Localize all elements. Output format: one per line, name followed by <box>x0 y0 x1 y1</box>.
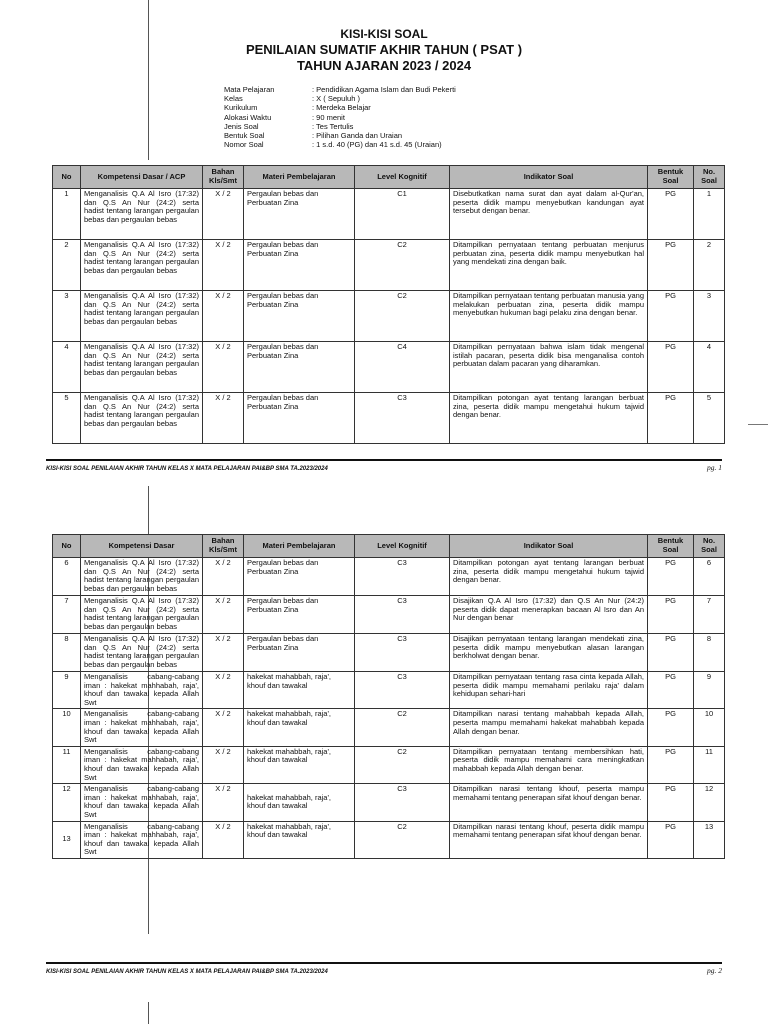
cell-indikator: Disebutkatkan nama surat dan ayat dalam al-Qur'an, peserta didik mampu menyebutkan kandungan ayat tersebut dengan benar. <box>450 189 648 240</box>
document-page-1 <box>0 0 768 486</box>
table-row <box>53 596 725 634</box>
cell-bentuk: PG <box>648 672 694 709</box>
cell-bahan: X / 2 <box>203 709 244 746</box>
cell-bentuk: PG <box>648 240 694 291</box>
cell-indikator: Disajikan Q.A Al Isro (17:32) dan Q.S An Nur (24:2) peserta didik dapat menerapkan bacaan Al Isro dan An Nur dengan benar <box>450 596 648 634</box>
cell-bentuk: PG <box>648 596 694 634</box>
cell-level: C2 <box>355 709 450 746</box>
table-header-row <box>53 166 725 189</box>
table-row <box>53 189 725 240</box>
col-header-nosoal: No. Soal <box>694 166 725 189</box>
cell-nosoal: 11 <box>694 746 725 783</box>
cell-kompetensi: Menganalisis cabang-cabang iman : hakekat mahhabah, raja', khouf dan tawakal kepada Allah Swt <box>81 821 203 858</box>
cell-materi: Pergaulan bebas dan Perbuatan Zina <box>244 634 355 672</box>
cell-nosoal: 7 <box>694 596 725 634</box>
col-header-indikator: Indikator Soal <box>450 166 648 189</box>
kisi-kisi-table-page-2 <box>52 534 725 859</box>
meta-row <box>224 85 456 94</box>
cell-indikator: Ditampilkan pernyataan tentang perbuatan manusia yang melakukan perbuatan zina, peserta didik mampu menyebutkan hukuman bagi pelaku zina dengan benar. <box>450 291 648 342</box>
cell-level: C3 <box>355 634 450 672</box>
exam-meta <box>224 85 456 149</box>
cell-indikator: Ditampilkan potongan ayat tentang larangan berbuat zina, peserta didik mampu mengetahui hukum tajwid dengan benar. <box>450 558 648 596</box>
col-header-bentuk: Bentuk Soal <box>648 166 694 189</box>
doc-title: KISI-KISI SOAL <box>340 27 428 41</box>
table-row <box>53 672 725 709</box>
col-header-indikator: Indikator Soal <box>450 535 648 558</box>
footer-rule <box>46 459 722 461</box>
cell-level: C3 <box>355 596 450 634</box>
cell-materi: hakekat mahabbah, raja', khouf dan tawakal <box>244 746 355 783</box>
col-header-materi: Materi Pembelajaran <box>244 166 355 189</box>
footer-rule <box>46 962 722 964</box>
meta-key: Nomor Soal <box>224 140 264 150</box>
page-number: pg. 2 <box>707 966 722 975</box>
cell-indikator: Ditampilkan pernyataan tentang membersihkan hati, peserta didik mampu memahami cara meningkatkan mahabbah kepada Allah dengan benar. <box>450 746 648 783</box>
cell-nosoal: 12 <box>694 784 725 821</box>
cell-nosoal: 13 <box>694 821 725 858</box>
page-footer <box>46 966 722 975</box>
cell-no: 3 <box>53 291 81 342</box>
cell-bentuk: PG <box>648 342 694 393</box>
cell-kompetensi: Menganalisis Q.A Al Isro (17:32) dan Q.S An Nur (24:2) serta hadist tentang larangan pergaulan bebas dan pergaulan bebas <box>81 596 203 634</box>
col-header-no: No <box>53 535 81 558</box>
col-header-kompetensi: Kompetensi Dasar <box>81 535 203 558</box>
table-row <box>53 746 725 783</box>
cell-materi: Pergaulan bebas dan Perbuatan Zina <box>244 189 355 240</box>
cell-materi: hakekat mahabbah, raja', khouf dan tawakal <box>244 709 355 746</box>
cell-level: C3 <box>355 558 450 596</box>
cell-no: 12 <box>53 784 81 821</box>
meta-row <box>224 140 456 149</box>
cell-bahan: X / 2 <box>203 596 244 634</box>
meta-value: : Pendidikan Agama Islam dan Budi Pekerti <box>312 85 456 94</box>
doc-subtitle: PENILAIAN SUMATIF AKHIR TAHUN ( PSAT ) <box>245 42 523 57</box>
meta-row <box>224 122 456 131</box>
cell-materi: hakekat mahabbah, raja', khouf dan tawakal <box>244 784 355 821</box>
cell-no: 11 <box>53 746 81 783</box>
cell-no: 8 <box>53 634 81 672</box>
cell-bentuk: PG <box>648 558 694 596</box>
meta-value: : Tes Tertulis <box>312 121 354 131</box>
cell-level: C2 <box>355 240 450 291</box>
cell-indikator: Ditampilkan narasi tentang khouf, peserta didik mampu memahami tentang penerapan sifat khouf dengan benar. <box>450 821 648 858</box>
meta-value: : X ( Sepuluh ) <box>312 94 360 104</box>
cell-bahan: X / 2 <box>203 784 244 821</box>
col-header-bahan: Bahan Kls/Smt <box>203 535 244 558</box>
cell-materi: Pergaulan bebas dan Perbuatan Zina <box>244 596 355 634</box>
page-footer <box>46 463 722 472</box>
cell-indikator: Ditampilkan narasi tentang mahabbah kepada Allah, peserta mampu memahami hakekat mahabbah kepada Allah dengan benar. <box>450 709 648 746</box>
footer-text: KISI-KISI SOAL PENILAIAN AKHIR TAHUN KELAS X MATA PELAJARAN PAI&BP SMA TA.2023/2024 <box>46 969 328 975</box>
cell-no: 10 <box>53 709 81 746</box>
meta-key: Mata Pelajaran <box>224 85 275 94</box>
col-header-materi: Materi Pembelajaran <box>244 535 355 558</box>
cell-nosoal: 1 <box>694 189 725 240</box>
cell-nosoal: 2 <box>694 240 725 291</box>
cell-no: 6 <box>53 558 81 596</box>
cell-indikator: Ditampilkan narasi tentang khouf, peserta mampu memahami tentang penerapan sifat khouf dengan benar. <box>450 784 648 821</box>
cell-level: C3 <box>355 393 450 444</box>
cell-no: 1 <box>53 189 81 240</box>
cell-kompetensi: Menganalisis Q.A Al Isro (17:32) dan Q.S An Nur (24:2) serta hadist tentang larangan pergaulan bebas dan pergaulan bebas <box>81 291 203 342</box>
cell-bahan: X / 2 <box>203 393 244 444</box>
table-row <box>53 821 725 858</box>
cell-bahan: X / 2 <box>203 240 244 291</box>
meta-row <box>224 103 456 112</box>
meta-row <box>224 113 456 122</box>
cell-no: 9 <box>53 672 81 709</box>
page-edge-line <box>748 424 768 425</box>
kisi-kisi-table-page-1 <box>52 165 725 444</box>
cell-no: 13 <box>53 821 81 858</box>
cell-materi: Pergaulan bebas dan Perbuatan Zina <box>244 393 355 444</box>
cell-bahan: X / 2 <box>203 291 244 342</box>
cell-bentuk: PG <box>648 746 694 783</box>
cell-bentuk: PG <box>648 709 694 746</box>
page-number: pg. 1 <box>707 463 722 472</box>
table-row <box>53 240 725 291</box>
cell-nosoal: 10 <box>694 709 725 746</box>
footer-text: KISI-KISI SOAL PENILAIAN AKHIR TAHUN KELAS X MATA PELAJARAN PAI&BP SMA TA.2023/2024 <box>46 466 328 472</box>
cell-bahan: X / 2 <box>203 342 244 393</box>
meta-value: : 1 s.d. 40 (PG) dan 41 s.d. 45 (Uraian) <box>312 140 442 150</box>
cell-kompetensi: Menganalisis Q.A Al Isro (17:32) dan Q.S An Nur (24:2) serta hadist tentang larangan pergaulan bebas dan pergaulan bebas <box>81 558 203 596</box>
cell-materi: Pergaulan bebas dan Perbuatan Zina <box>244 291 355 342</box>
cell-bentuk: PG <box>648 189 694 240</box>
meta-value: : 90 menit <box>312 112 345 122</box>
cell-no: 2 <box>53 240 81 291</box>
cell-level: C3 <box>355 672 450 709</box>
cell-bahan: X / 2 <box>203 672 244 709</box>
cell-kompetensi: Menganalisis cabang-cabang iman : hakekat mahhabah, raja', khouf dan tawakal kepada Allah Swt <box>81 784 203 821</box>
cell-nosoal: 4 <box>694 342 725 393</box>
cell-no: 7 <box>53 596 81 634</box>
col-header-bahan: Bahan Kls/Smt <box>203 166 244 189</box>
cell-level: C2 <box>355 291 450 342</box>
col-header-kompetensi: Kompetensi Dasar / ACP <box>81 166 203 189</box>
cell-bahan: X / 2 <box>203 558 244 596</box>
col-header-level: Level Kognitif <box>355 166 450 189</box>
cell-kompetensi: Menganalisis Q.A Al Isro (17:32) dan Q.S An Nur (24:2) serta hadist tentang larangan pergaulan bebas dan pergaulan bebas <box>81 634 203 672</box>
table-row <box>53 342 725 393</box>
cell-bentuk: PG <box>648 393 694 444</box>
cell-materi: Pergaulan bebas dan Perbuatan Zina <box>244 240 355 291</box>
doc-year: TAHUN AJARAN 2023 / 2024 <box>296 58 472 73</box>
table-row <box>53 558 725 596</box>
cell-level: C1 <box>355 189 450 240</box>
cell-kompetensi: Menganalisis cabang-cabang iman : hakekat mahhabah, raja', khouf dan tawakal kepada Allah Swt <box>81 746 203 783</box>
margin-line <box>148 0 149 160</box>
meta-key: Alokasi Waktu <box>224 112 272 122</box>
cell-indikator: Ditampilkan pernyataan tentang perbuatan menjurus perbuatan zina, peserta didik mampu menyebutkan hal yang mendekati zina dengan baik. <box>450 240 648 291</box>
cell-bahan: X / 2 <box>203 821 244 858</box>
cell-no: 4 <box>53 342 81 393</box>
cell-nosoal: 6 <box>694 558 725 596</box>
meta-row <box>224 131 456 140</box>
cell-kompetensi: Menganalisis Q.A Al Isro (17:32) dan Q.S An Nur (24:2) serta hadist tentang larangan pergaulan bebas dan pergaulan bebas <box>81 393 203 444</box>
table-row <box>53 393 725 444</box>
margin-line <box>148 1002 149 1024</box>
cell-level: C2 <box>355 746 450 783</box>
cell-kompetensi: Menganalisis cabang-cabang iman : hakekat mahhabah, raja', khouf dan tawakal kepada Allah Swt <box>81 672 203 709</box>
cell-indikator: Disajikan pernyataan tentang larangan mendekati zina, peserta didik mampu menyebutkan alasan larangan berkholwat dengan benar. <box>450 634 648 672</box>
col-header-bentuk: Bentuk Soal <box>648 535 694 558</box>
meta-key: Bentuk Soal <box>224 131 265 141</box>
table-row <box>53 784 725 821</box>
table-header-row <box>53 535 725 558</box>
table-row <box>53 291 725 342</box>
meta-key: Kelas <box>224 94 243 104</box>
cell-materi: hakekat mahabbah, raja', khouf dan tawakal <box>244 672 355 709</box>
table-row <box>53 634 725 672</box>
cell-nosoal: 8 <box>694 634 725 672</box>
cell-level: C3 <box>355 784 450 821</box>
meta-value: : Merdeka Belajar <box>312 103 371 113</box>
cell-kompetensi: Menganalisis Q.A Al Isro (17:32) dan Q.S An Nur (24:2) serta hadist tentang larangan pergaulan bebas dan pergaulan bebas <box>81 189 203 240</box>
cell-materi: Pergaulan bebas dan Perbuatan Zina <box>244 558 355 596</box>
cell-kompetensi: Menganalisis Q.A Al Isro (17:32) dan Q.S An Nur (24:2) serta hadist tentang larangan pergaulan bebas dan pergaulan bebas <box>81 342 203 393</box>
cell-materi: Pergaulan bebas dan Perbuatan Zina <box>244 342 355 393</box>
cell-indikator: Ditampilkan pernyataan bahwa islam tidak mengenal istilah pacaran, peserta didik bisa menganalisa contoh perbuatan dalam pacaran yang diharamkan. <box>450 342 648 393</box>
cell-nosoal: 5 <box>694 393 725 444</box>
cell-level: C2 <box>355 821 450 858</box>
cell-bahan: X / 2 <box>203 634 244 672</box>
cell-no: 5 <box>53 393 81 444</box>
meta-value: : Pilihan Ganda dan Uraian <box>312 131 403 141</box>
table-row <box>53 709 725 746</box>
cell-bentuk: PG <box>648 291 694 342</box>
cell-bahan: X / 2 <box>203 746 244 783</box>
col-header-level: Level Kognitif <box>355 535 450 558</box>
cell-nosoal: 3 <box>694 291 725 342</box>
cell-bentuk: PG <box>648 634 694 672</box>
document-page-2 <box>0 486 768 1024</box>
cell-materi: hakekat mahabbah, raja', khouf dan tawakal <box>244 821 355 858</box>
meta-key: Jenis Soal <box>224 121 259 131</box>
cell-kompetensi: Menganalisis Q.A Al Isro (17:32) dan Q.S An Nur (24:2) serta hadist tentang larangan pergaulan bebas dan pergaulan bebas <box>81 240 203 291</box>
col-header-no: No <box>53 166 81 189</box>
cell-nosoal: 9 <box>694 672 725 709</box>
cell-bentuk: PG <box>648 784 694 821</box>
col-header-nosoal: No. Soal <box>694 535 725 558</box>
cell-indikator: Ditampilkan potongan ayat tentang larangan berbuat zina, peserta didik mampu mengetahui hukum tajwid dengan benar. <box>450 393 648 444</box>
meta-row <box>224 94 456 103</box>
cell-kompetensi: Menganalisis cabang-cabang iman : hakekat mahhabah, raja', khouf dan tawakal kepada Allah Swt <box>81 709 203 746</box>
cell-indikator: Ditampilkan pernyataan tentang rasa cinta kepada Allah, peserta didik mampu memahami perilaku raja' dalam kehidupan sehari-hari <box>450 672 648 709</box>
cell-bahan: X / 2 <box>203 189 244 240</box>
cell-level: C4 <box>355 342 450 393</box>
cell-bentuk: PG <box>648 821 694 858</box>
meta-key: Kurikulum <box>224 103 258 113</box>
